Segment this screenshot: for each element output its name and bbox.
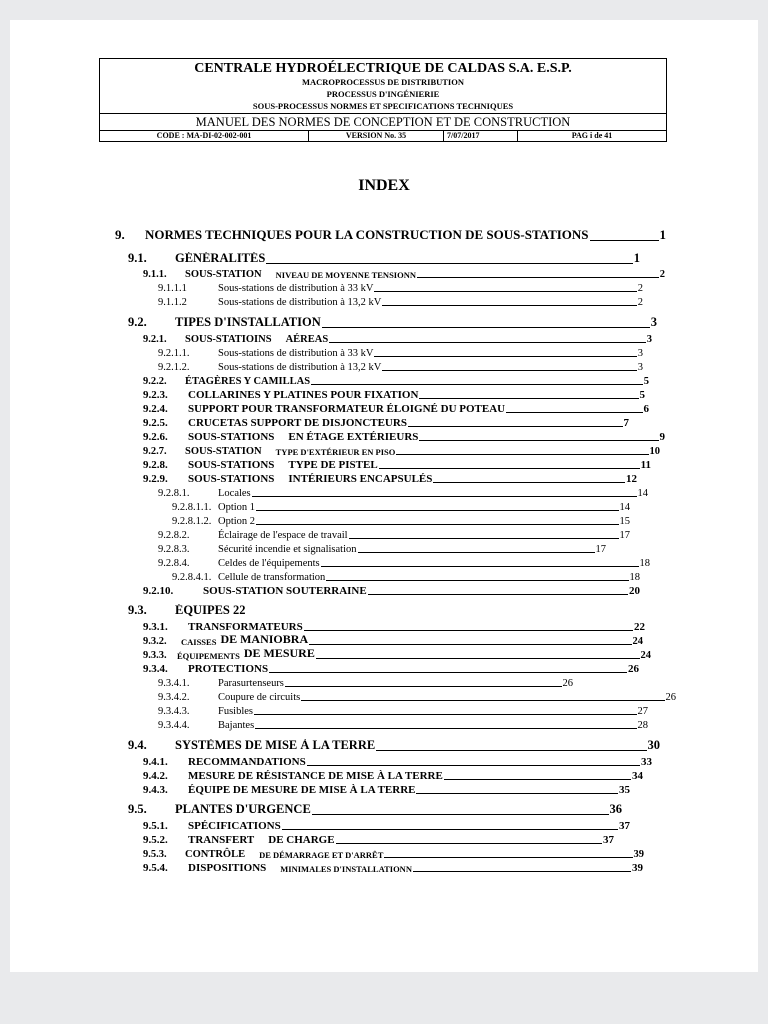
toc-entry-page: 26 <box>665 692 676 703</box>
toc-entry-title: SYSTÈMES DE MISE À LA TERRE <box>175 739 376 752</box>
toc-entry[interactable] <box>143 415 629 429</box>
toc-entry-page: 3 <box>650 316 657 329</box>
toc-entry-number: 9.4.1. <box>143 756 168 768</box>
toc-entry-title: Fusibles <box>218 706 254 717</box>
toc-entry-page: 14 <box>619 502 630 513</box>
toc-leader-line <box>384 857 632 858</box>
toc-leader-line <box>329 342 646 343</box>
toc-entry-title: TRANSFORMATEURS <box>188 621 303 633</box>
toc-entry-page: 3 <box>637 348 643 359</box>
document-date: 7/07/2017 <box>444 131 518 141</box>
toc-leader-line <box>254 714 636 715</box>
toc-entry[interactable] <box>143 832 614 846</box>
toc-entry-title: ÉQUIPEMENTS <box>177 651 240 661</box>
toc-leader-line <box>358 552 595 553</box>
toc-entry-page: 24 <box>640 650 651 661</box>
toc-entry-title: SOUS-STATIONS <box>188 473 275 485</box>
toc-leader-line <box>307 765 640 766</box>
toc-entry-page: 3 <box>637 362 643 373</box>
toc-entry-title: GÉNÉRALITÉS <box>175 252 266 265</box>
toc-leader-line <box>269 672 627 673</box>
toc-entry-number: 9.2.8.1.2. <box>172 516 212 527</box>
toc-entry[interactable] <box>143 633 643 647</box>
toc-entry[interactable] <box>143 457 651 471</box>
toc-entry-number: 9.5.4. <box>143 862 168 874</box>
toc-entry-number: 9.1. <box>128 252 147 265</box>
toc-leader-line <box>304 630 633 631</box>
toc-leader-line <box>256 510 618 511</box>
toc-entry-number: 9.2.2. <box>143 376 167 387</box>
toc-entry-page: 17 <box>619 530 630 541</box>
toc-entry[interactable] <box>128 316 657 330</box>
toc-entry[interactable] <box>128 252 640 266</box>
toc-entry-number: 9.3.4.3. <box>158 706 190 717</box>
toc-entry[interactable] <box>143 818 630 832</box>
toc-entry-page: 28 <box>637 720 648 731</box>
toc-entry-number: 9.3.2. <box>143 636 167 647</box>
toc-entry[interactable] <box>158 689 676 703</box>
document-page-number: PAG i de 41 <box>571 131 613 140</box>
toc-entry-number: 9.2.6. <box>143 431 168 443</box>
toc-entry-number: 9.2.8.1.1. <box>172 502 212 513</box>
toc-entry[interactable] <box>143 387 645 401</box>
toc-entry[interactable] <box>143 443 660 457</box>
toc-entry-number: 9.2.1.2. <box>158 362 190 373</box>
toc-entry-title: SOUS-STATION SOUTERRAINE <box>203 585 367 597</box>
toc-entry[interactable] <box>143 619 645 633</box>
toc-entry-title: NORMES TECHNIQUES POUR LA CONSTRUCTION DE SOUS-STATIONS <box>145 229 589 242</box>
toc-leader-line <box>336 843 602 844</box>
toc-entry-subtitle: DE MESURE <box>243 647 315 660</box>
toc-leader-line <box>396 454 648 455</box>
toc-entry-title: CONTRÔLE <box>185 849 246 860</box>
toc-entry-title: Sous-stations de distribution à 13,2 kV <box>218 362 382 373</box>
toc-entry-number: 9.3. <box>128 604 147 617</box>
toc-entry-page: 12 <box>626 473 637 485</box>
toc-entry-number: 9.1.1. <box>143 269 167 280</box>
toc-entry[interactable] <box>158 541 606 555</box>
toc-entry-number: 9.1.1.2 <box>158 297 187 308</box>
toc-entry[interactable] <box>158 717 648 731</box>
toc-entry-page: 17 <box>595 544 606 555</box>
toc-entry[interactable] <box>128 604 300 618</box>
toc-entry-title: RECOMMANDATIONS <box>188 756 306 768</box>
toc-entry-number: 9.5.1. <box>143 820 168 832</box>
toc-entry-title: Sous-stations de distribution à 13,2 kV <box>218 297 382 308</box>
toc-leader-line <box>285 686 562 687</box>
toc-entry[interactable] <box>158 294 643 308</box>
toc-entry-number: 9.2.5. <box>143 417 168 429</box>
toc-entry-title: DISPOSITIONS <box>188 862 267 874</box>
header-line-1: MACROPROCESSUS DE DISTRIBUTION <box>301 77 464 87</box>
toc-entry[interactable] <box>172 499 630 513</box>
toc-entry-title: ÉQUIPES 22 <box>175 604 246 617</box>
toc-leader-line <box>312 814 609 815</box>
toc-leader-line <box>374 291 636 292</box>
toc-entry-subtitle: MINIMALES D'INSTALLATIONN <box>280 864 412 874</box>
toc-entry[interactable] <box>143 401 649 415</box>
toc-leader-line <box>282 829 618 830</box>
toc-entry-page: 26 <box>562 678 573 689</box>
toc-entry-page: 37 <box>619 820 630 832</box>
toc-entry-title: SOUS-STATION <box>185 446 262 457</box>
index-heading: INDEX <box>358 177 410 194</box>
document-meta-row <box>100 130 666 141</box>
toc-entry-page: 33 <box>641 756 652 768</box>
toc-entry-number: 9.2.4. <box>143 403 168 415</box>
toc-entry-title: SPÉCIFICATIONS <box>188 820 281 832</box>
toc-entry-title: ÉTAGÈRES Y CAMILLAS <box>185 376 311 387</box>
toc-entry-page: 39 <box>632 862 643 874</box>
toc-leader-line <box>301 700 664 701</box>
toc-entry-number: 9.2.3. <box>143 389 168 401</box>
toc-entry-page: 20 <box>629 585 640 597</box>
toc-entry-page: 27 <box>637 706 648 717</box>
toc-entry-page: 2 <box>637 297 643 308</box>
toc-entry-number: 9.2.8.4.1. <box>172 572 212 583</box>
toc-leader-line <box>408 426 623 427</box>
toc-entry-page: 5 <box>639 389 645 401</box>
toc-leader-line <box>417 277 659 278</box>
toc-entry-page: 7 <box>623 417 629 429</box>
toc-leader-line <box>349 538 619 539</box>
toc-entry-subtitle: AÉREAS <box>285 334 329 345</box>
toc-entry[interactable] <box>143 860 643 874</box>
toc-entry[interactable] <box>172 513 630 527</box>
toc-leader-line <box>382 305 636 306</box>
toc-entry[interactable] <box>143 846 644 860</box>
toc-entry-page: 22 <box>634 621 645 633</box>
header-line-3: SOUS-PROCESSUS NORMES ET SPECIFICATIONS TECHNIQUES <box>252 101 514 111</box>
toc-leader-line <box>311 384 643 385</box>
toc-entry-title: Coupure de circuits <box>218 692 301 703</box>
toc-entry-title: Parasurtenseurs <box>218 678 284 689</box>
toc-entry[interactable] <box>143 768 643 782</box>
toc-entry-page: 30 <box>647 739 660 752</box>
toc-leader-line <box>444 779 631 780</box>
toc-entry[interactable] <box>143 331 652 345</box>
document-version: VERSION No. 35 <box>309 131 444 141</box>
toc-entry-page: 34 <box>632 770 643 782</box>
toc-entry[interactable] <box>128 803 622 817</box>
toc-entry-subtitle: DE DÉMARRAGE ET D'ARRÊT <box>259 850 384 860</box>
toc-entry[interactable] <box>158 280 643 294</box>
toc-entry[interactable] <box>143 661 639 675</box>
toc-entry-page: 11 <box>640 459 651 471</box>
toc-entry[interactable] <box>158 675 573 689</box>
toc-entry-number: 9. <box>115 229 125 242</box>
toc-entry-subtitle: EN ÉTAGE EXTÉRIEURS <box>288 431 419 443</box>
toc-entry-number: 9.2.7. <box>143 446 167 457</box>
toc-entry[interactable] <box>143 782 630 796</box>
toc-entry-page: 2 <box>637 283 643 294</box>
company-name: CENTRALE HYDROÉLECTRIQUE DE CALDAS S.A. E.S.P. <box>194 61 572 76</box>
toc-entry[interactable] <box>158 345 643 359</box>
toc-entry-number: 9.4. <box>128 739 147 752</box>
toc-entry-page: 18 <box>639 558 650 569</box>
toc-entry[interactable] <box>143 583 640 597</box>
toc-entry-number: 9.2.8.1. <box>158 488 190 499</box>
toc-entry-page: 10 <box>649 446 660 457</box>
toc-entry-number: 9.2.9. <box>143 473 168 485</box>
toc-entry-title: ÉQUIPE DE MESURE DE MISE À LA TERRE <box>188 784 416 796</box>
toc-entry-title: PLANTES D'URGENCE <box>175 803 311 816</box>
toc-entry[interactable] <box>143 471 637 485</box>
toc-entry-number: 9.2.8.4. <box>158 558 190 569</box>
toc-entry-number: 9.5.2. <box>143 834 168 846</box>
toc-leader-line <box>321 566 639 567</box>
toc-entry-title: Bajantes <box>218 720 255 731</box>
toc-entry-title: Locales <box>218 488 251 499</box>
toc-entry-subtitle: DE MANIOBRA <box>220 633 309 646</box>
toc-entry-number: 9.5.3. <box>143 849 167 860</box>
document-code: CODE : MA-DI-02-002-001 <box>100 131 309 141</box>
toc-entry-title: Celdes de l'équipements <box>218 558 320 569</box>
toc-entry-page: 35 <box>619 784 630 796</box>
toc-entry-title: SOUS-STATION <box>185 269 262 280</box>
toc-leader-line <box>266 263 632 264</box>
toc-entry[interactable] <box>143 647 651 661</box>
toc-entry[interactable] <box>115 229 666 243</box>
toc-entry-page: 24 <box>632 636 643 647</box>
toc-entry-title: SUPPORT POUR TRANSFORMATEUR ÉLOIGNÉ DU POTEAU <box>188 403 506 415</box>
toc-entry-page: 15 <box>619 516 630 527</box>
toc-entry-title: SOUS-STATIONS <box>188 459 275 471</box>
toc-leader-line <box>256 524 618 525</box>
toc-leader-line <box>322 327 650 328</box>
toc-leader-line <box>413 871 631 872</box>
toc-entry-page: 39 <box>633 849 644 860</box>
toc-entry-number: 9.2. <box>128 316 147 329</box>
toc-entry-number: 9.3.4. <box>143 663 168 675</box>
toc-entry-subtitle: DE CHARGE <box>268 834 335 846</box>
toc-entry-number: 9.5. <box>128 803 147 816</box>
toc-entry[interactable] <box>158 359 643 373</box>
toc-leader-line <box>419 440 658 441</box>
toc-leader-line <box>419 398 638 399</box>
toc-entry-page: 1 <box>633 252 640 265</box>
toc-entry-title: Sous-stations de distribution à 33 kV <box>218 348 374 359</box>
toc-entry-title: Sous-stations de distribution à 33 kV <box>218 283 374 294</box>
toc-entry[interactable] <box>172 569 640 583</box>
toc-entry-page: 3 <box>646 334 652 345</box>
toc-leader-line <box>382 370 636 371</box>
toc-entry-page: 9 <box>659 431 665 443</box>
toc-entry-page: 1 <box>659 229 666 242</box>
toc-entry-page: 36 <box>609 803 622 816</box>
toc-entry-subtitle: INTÉRIEURS ENCAPSULÉS <box>288 473 433 485</box>
toc-leader-line <box>433 482 625 483</box>
toc-leader-line <box>309 644 631 645</box>
toc-entry[interactable] <box>158 527 630 541</box>
toc-leader-line <box>590 240 659 241</box>
toc-entry-title: Éclairage de l'espace de travail <box>218 530 348 541</box>
toc-entry-title: TRANSFERT <box>188 834 255 846</box>
toc-entry-number: 9.3.4.1. <box>158 678 190 689</box>
toc-entry-title: Cellule de transformation <box>218 572 326 583</box>
header-line-2: PROCESSUS D'INGÉNIERIE <box>326 89 440 99</box>
toc-entry-subtitle: NIVEAU DE MOYENNE TENSIONN <box>275 270 416 280</box>
toc-entry-title: TIPES D'INSTALLATION <box>175 316 321 329</box>
toc-entry-number: 9.4.2. <box>143 770 168 782</box>
toc-entry-page: 37 <box>603 834 614 846</box>
toc-entry-title: PROTECTIONS <box>188 663 269 675</box>
toc-entry[interactable] <box>143 266 665 280</box>
toc-entry-number: 9.2.8. <box>143 459 168 471</box>
toc-entry[interactable] <box>143 429 665 443</box>
toc-entry-number: 9.4.3. <box>143 784 168 796</box>
toc-leader-line <box>376 750 646 751</box>
toc-leader-line <box>368 594 628 595</box>
document-header <box>99 58 667 142</box>
toc-entry-number: 9.3.3. <box>143 650 167 661</box>
toc-entry-page: 5 <box>643 376 649 387</box>
toc-entry-subtitle: TYPE D'EXTÉRIEUR EN PISO <box>275 447 396 457</box>
toc-entry-number: 9.2.8.2. <box>158 530 190 541</box>
toc-entry-title: MESURE DE RÉSISTANCE DE MISE À LA TERRE <box>188 770 443 782</box>
toc-entry-subtitle: TYPE DE PISTEL <box>288 459 378 471</box>
toc-entry-number: 9.2.1.1. <box>158 348 190 359</box>
toc-entry-number: 9.1.1.1 <box>158 283 187 294</box>
toc-entry-number: 9.2.8.3. <box>158 544 190 555</box>
toc-leader-line <box>252 496 637 497</box>
toc-entry-number: 9.3.4.4. <box>158 720 190 731</box>
toc-entry[interactable] <box>143 373 649 387</box>
toc-entry-page: 2 <box>659 269 665 280</box>
toc-entry-page: 14 <box>637 488 648 499</box>
toc-leader-line <box>255 728 636 729</box>
toc-entry-number: 9.3.4.2. <box>158 692 190 703</box>
toc-entry-title: SOUS-STATIONS <box>188 431 275 443</box>
toc-entry[interactable] <box>128 739 660 753</box>
toc-entry-number: 9.2.10. <box>143 585 174 597</box>
toc-leader-line <box>416 793 618 794</box>
manual-title: MANUEL DES NORMES DE CONCEPTION ET DE CONSTRUCTION <box>100 113 666 130</box>
toc-entry-title: Option 2 <box>218 516 256 527</box>
toc-leader-line <box>506 412 642 413</box>
toc-entry-page: 6 <box>643 403 649 415</box>
toc-leader-line <box>374 356 636 357</box>
toc-leader-line <box>326 580 628 581</box>
toc-entry-title: Option 1 <box>218 502 256 513</box>
toc-entry-page: 26 <box>628 663 639 675</box>
toc-entry-title: COLLARINES Y PLATINES POUR FIXATION <box>188 389 419 401</box>
toc-entry-title: Sécurité incendie et signalisation <box>218 544 357 555</box>
toc-entry-number: 9.2.1. <box>143 334 167 345</box>
toc-entry[interactable] <box>158 485 648 499</box>
toc-entry-title: SOUS-STATIOINS <box>185 334 272 345</box>
toc-entry[interactable] <box>143 754 652 768</box>
toc-entry-number: 9.3.1. <box>143 621 168 633</box>
toc-entry-title: CRUCETAS SUPPORT DE DISJONCTEURS <box>188 417 407 429</box>
toc-entry-title: CAISSES <box>181 637 217 647</box>
toc-entry[interactable] <box>158 555 650 569</box>
toc-leader-line <box>316 658 640 659</box>
toc-entry-page: 18 <box>629 572 640 583</box>
toc-leader-line <box>379 468 640 469</box>
toc-entry[interactable] <box>158 703 648 717</box>
